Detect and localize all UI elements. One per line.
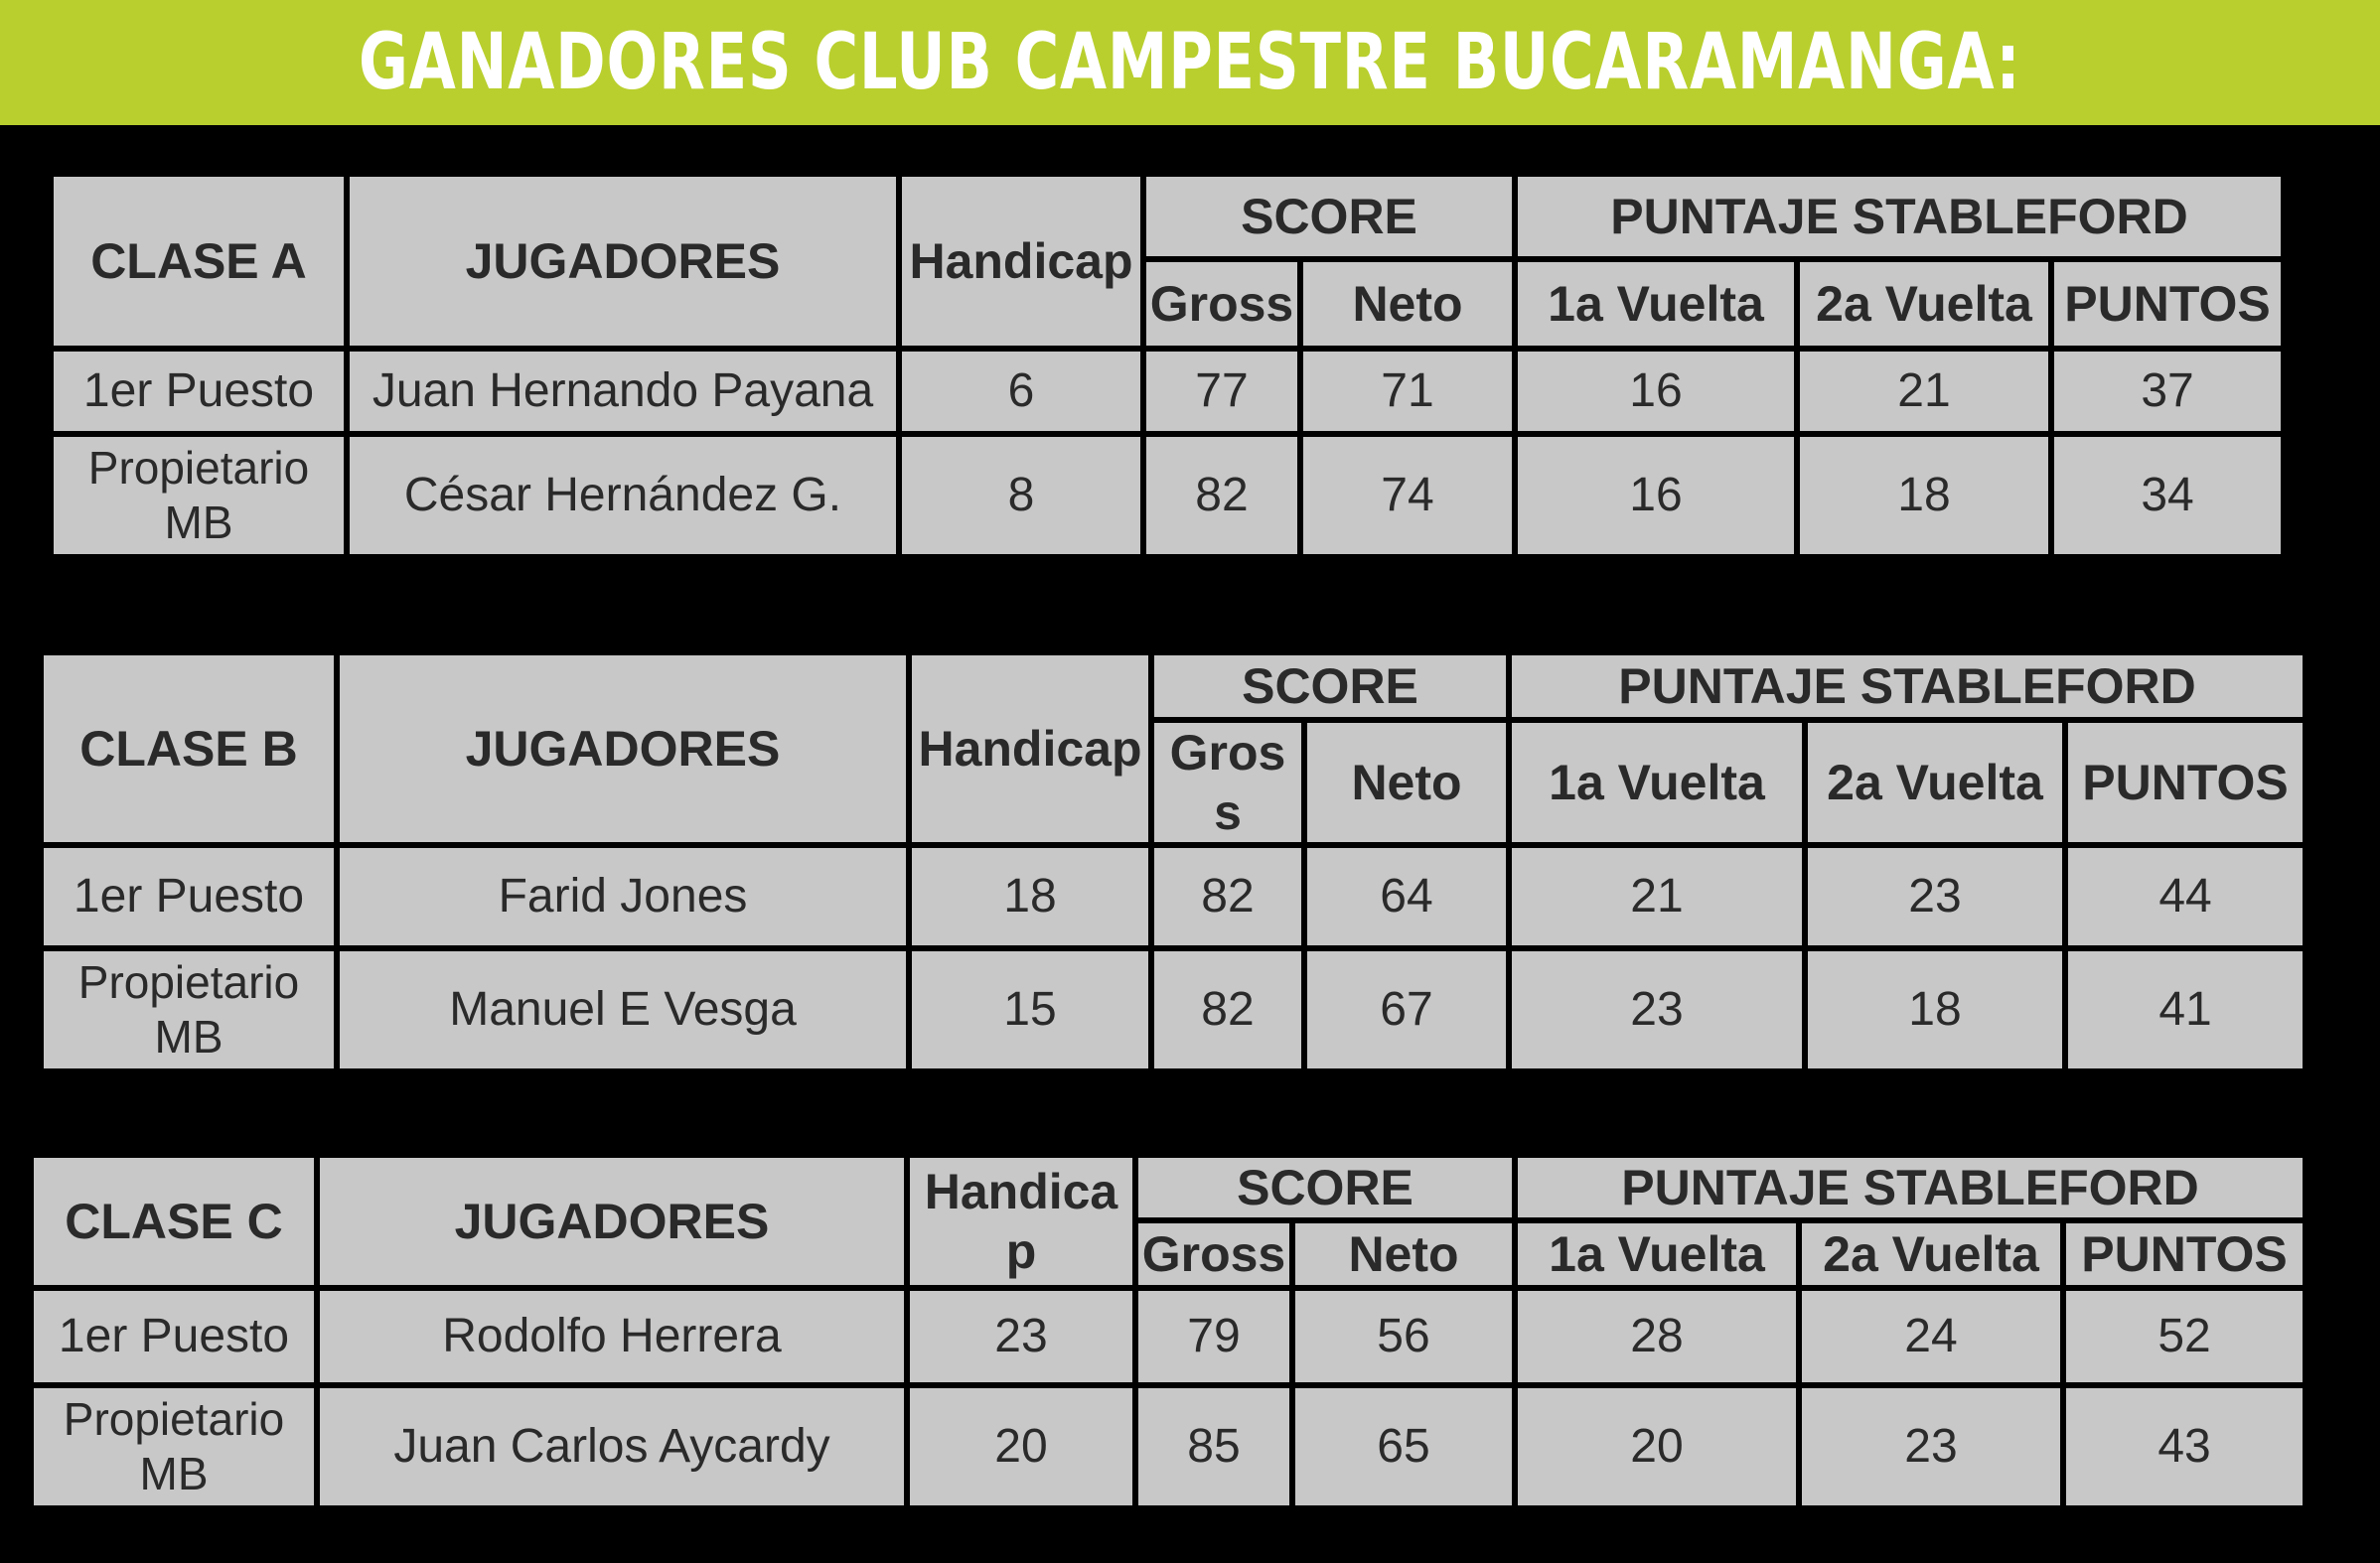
neto-header: Neto — [1295, 1223, 1512, 1285]
gross-cell: 82 — [1154, 951, 1301, 1068]
neto-cell: 67 — [1307, 951, 1506, 1068]
vuelta1-cell: 21 — [1512, 848, 1802, 945]
class-header: CLASE B — [44, 655, 334, 842]
vuelta2-header: 2a Vuelta — [1800, 262, 2048, 346]
puntos-cell: 52 — [2066, 1291, 2303, 1382]
class-header: CLASE C — [34, 1158, 314, 1285]
vuelta2-cell: 23 — [1808, 848, 2062, 945]
table-row — [44, 848, 2303, 945]
vuelta2-cell: 18 — [1808, 951, 2062, 1068]
gross-header: Gross — [1138, 1223, 1289, 1285]
score-header: SCORE — [1138, 1158, 1512, 1217]
puntos-header: PUNTOS — [2066, 1223, 2303, 1285]
player-cell: César Hernández G. — [350, 437, 896, 554]
neto-cell: 65 — [1295, 1388, 1512, 1505]
gross-cell: 82 — [1146, 437, 1297, 554]
handicap-cell: 6 — [902, 352, 1140, 431]
class-header: CLASE A — [54, 177, 344, 346]
position-cell: 1er Puesto — [54, 352, 344, 431]
vuelta1-cell: 20 — [1518, 1388, 1796, 1505]
handicap-cell: 18 — [912, 848, 1148, 945]
gross-cell: 77 — [1146, 352, 1297, 431]
puntos-cell: 37 — [2054, 352, 2281, 431]
position-cell: 1er Puesto — [44, 848, 334, 945]
handicap-cell: 15 — [912, 951, 1148, 1068]
neto-header: Neto — [1307, 723, 1506, 842]
vuelta1-cell: 16 — [1518, 437, 1794, 554]
table-row — [34, 1388, 2303, 1505]
gross-cell: 82 — [1154, 848, 1301, 945]
score-header: SCORE — [1146, 177, 1512, 256]
vuelta2-cell: 24 — [1802, 1291, 2060, 1382]
players-header: JUGADORES — [350, 177, 896, 346]
vuelta2-cell: 21 — [1800, 352, 2048, 431]
neto-cell: 71 — [1303, 352, 1512, 431]
player-cell: Farid Jones — [340, 848, 906, 945]
puntos-cell: 43 — [2066, 1388, 2303, 1505]
position-cell: 1er Puesto — [34, 1291, 314, 1382]
results-table-clase-c — [28, 1152, 2308, 1511]
player-cell: Juan Carlos Aycardy — [320, 1388, 904, 1505]
gross-cell: 85 — [1138, 1388, 1289, 1505]
position-cell: Propietario MB — [34, 1388, 314, 1505]
puntos-cell: 44 — [2068, 848, 2303, 945]
neto-cell: 56 — [1295, 1291, 1512, 1382]
gross-header: Gross — [1146, 262, 1297, 346]
score-header: SCORE — [1154, 655, 1506, 717]
puntos-header: PUNTOS — [2054, 262, 2281, 346]
results-table-clase-a — [48, 171, 2287, 560]
player-cell: Manuel E Vesga — [340, 951, 906, 1068]
vuelta2-header: 2a Vuelta — [1802, 1223, 2060, 1285]
vuelta1-header: 1a Vuelta — [1512, 723, 1802, 842]
results-table-clase-b — [38, 649, 2308, 1074]
handicap-header: Handicap — [912, 655, 1148, 842]
puntos-header: PUNTOS — [2068, 723, 2303, 842]
puntos-cell: 41 — [2068, 951, 2303, 1068]
vuelta1-cell: 16 — [1518, 352, 1794, 431]
players-header: JUGADORES — [340, 655, 906, 842]
neto-header: Neto — [1303, 262, 1512, 346]
stableford-header: PUNTAJE STABLEFORD — [1518, 177, 2281, 256]
gross-header: Gros s — [1154, 723, 1301, 842]
table-row — [34, 1291, 2303, 1382]
handicap-header: Handica p — [910, 1158, 1132, 1285]
handicap-cell: 23 — [910, 1291, 1132, 1382]
vuelta1-cell: 23 — [1512, 951, 1802, 1068]
gross-cell: 79 — [1138, 1291, 1289, 1382]
title-banner — [0, 0, 2380, 125]
vuelta1-cell: 28 — [1518, 1291, 1796, 1382]
vuelta2-cell: 18 — [1800, 437, 2048, 554]
neto-cell: 64 — [1307, 848, 1506, 945]
position-cell: Propietario MB — [44, 951, 334, 1068]
neto-cell: 74 — [1303, 437, 1512, 554]
vuelta1-header: 1a Vuelta — [1518, 1223, 1796, 1285]
stableford-header: PUNTAJE STABLEFORD — [1512, 655, 2303, 717]
table-row — [54, 352, 2281, 431]
handicap-cell: 8 — [902, 437, 1140, 554]
stableford-header: PUNTAJE STABLEFORD — [1518, 1158, 2303, 1217]
handicap-cell: 20 — [910, 1388, 1132, 1505]
player-cell: Rodolfo Herrera — [320, 1291, 904, 1382]
table-row — [54, 437, 2281, 554]
page-title: GANADORES CLUB CAMPESTRE BUCARAMANGA: — [359, 18, 2021, 107]
vuelta2-header: 2a Vuelta — [1808, 723, 2062, 842]
players-header: JUGADORES — [320, 1158, 904, 1285]
vuelta1-header: 1a Vuelta — [1518, 262, 1794, 346]
puntos-cell: 34 — [2054, 437, 2281, 554]
handicap-header: Handicap — [902, 177, 1140, 346]
player-cell: Juan Hernando Payana — [350, 352, 896, 431]
table-row — [44, 951, 2303, 1068]
vuelta2-cell: 23 — [1802, 1388, 2060, 1505]
position-cell: Propietario MB — [54, 437, 344, 554]
